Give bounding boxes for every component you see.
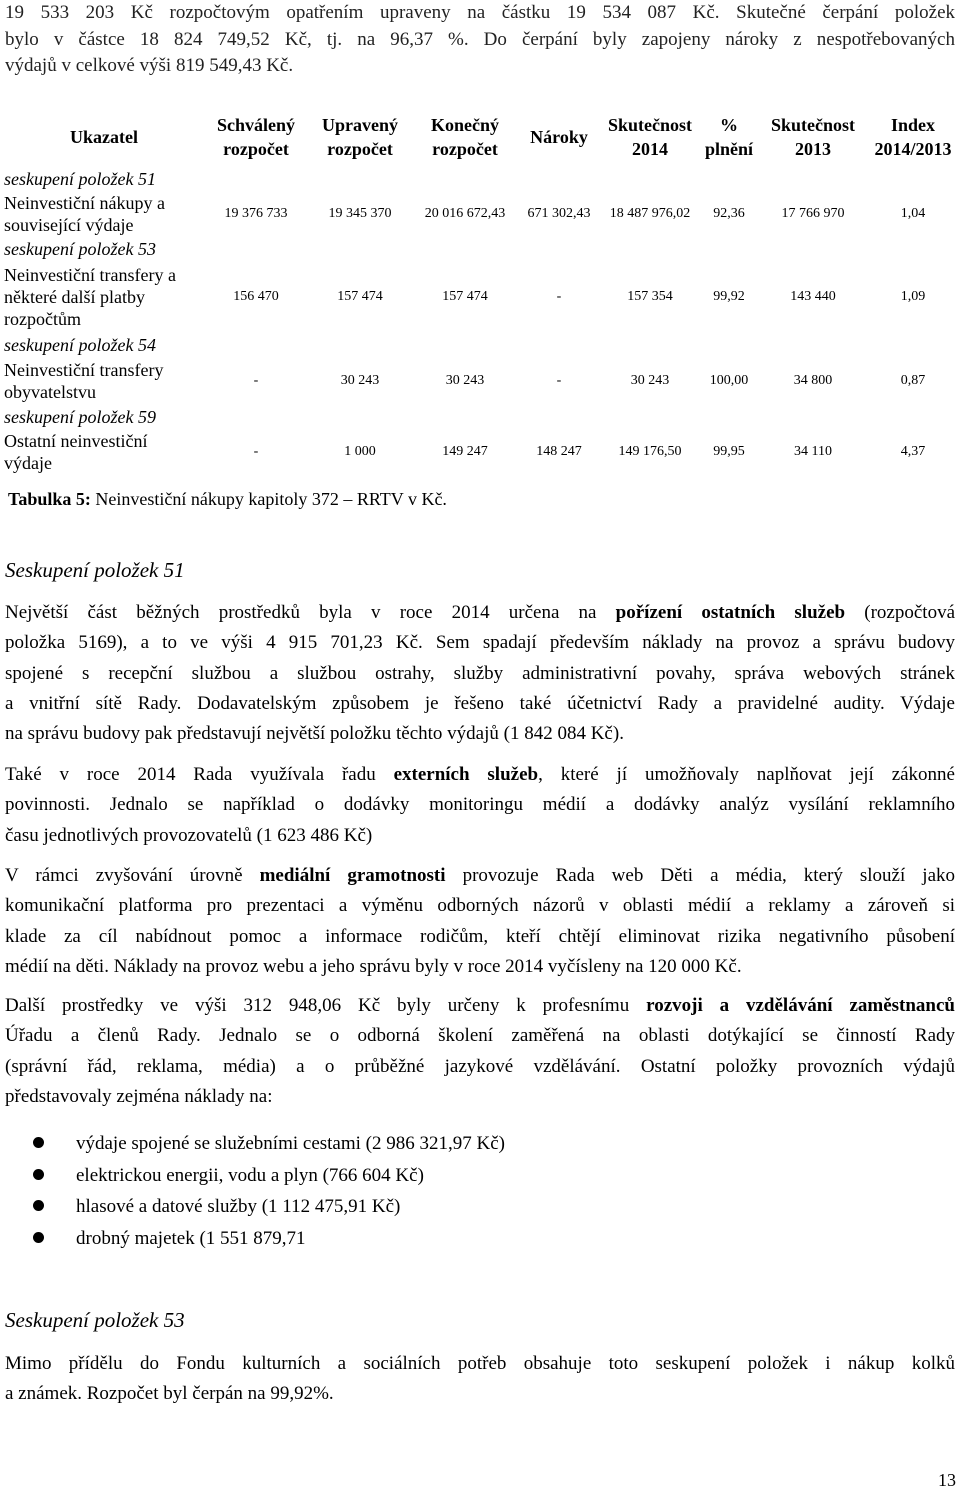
row-label: Neinvestiční transfery obyvatelstvu xyxy=(4,360,164,402)
paragraph: Mimo přídělu do Fondu kulturních a sociálních potřeb obsahuje toto seskupení položek i nákup kolků a známek. Rozpočet byl čerpán na 99,92%. xyxy=(5,1353,955,1405)
header-upraveny: Upravený rozpočet xyxy=(322,115,398,159)
cell-skutecnost-2013: 34 800 xyxy=(793,373,833,388)
cell-skutecnost-2013: 143 440 xyxy=(790,289,836,304)
paragraph: Největší část běžných prostředků byla v roce 2014 určena na pořízení ostatních služeb (rozpočtová položka 5169), a to ve výši 4 915 701,23 Kč. Sem spadají především náklady na provoz a správu budovy spojené s recepční službou a službou ostrahy, služby administrativní povahy, správa webových stránek a vnitřní sítě Rady. Dodavatelským způsobem je řešeno také účetnictví Rady a pravidelné audity. Výdaje na správu budovy pak představují největší položku těchto výdajů (1 842 084 Kč). xyxy=(5,602,956,745)
header-plneni: % plnění xyxy=(704,115,754,159)
list-item: hlasové a datové služby (1 112 475,91 Kč) xyxy=(0,1191,505,1223)
cell-upraveny: 30 243 xyxy=(340,373,380,388)
table-caption xyxy=(8,487,447,511)
bullet-icon xyxy=(33,1200,44,1211)
section-51-title: Seskupení položek 51 xyxy=(5,558,185,582)
bold-phrase: rozvoji a vzdělávání zaměstnanců xyxy=(646,995,955,1016)
header-konecny: Konečný rozpočet xyxy=(430,115,499,159)
expense-list xyxy=(0,1128,505,1254)
cell-schvaleny: 156 470 xyxy=(233,289,279,304)
paragraph: Také v roce 2014 Rada využívala řadu externích služeb, které jí umožňovaly naplňovat její zákonné povinnosti. Jednalo se například o dodávky monitoringu médií a dodávky analýz vysílání reklamního času jednotlivých provozovatelů (1 623 486 Kč) xyxy=(5,764,955,846)
cell-plneni: 99,92 xyxy=(713,289,745,304)
cell-schvaleny: - xyxy=(253,444,259,459)
header-schvaleny: Schválený rozpočet xyxy=(216,115,295,159)
bold-phrase: pořízení ostatních služeb xyxy=(615,602,846,623)
caption-text: Neinvestiční nákupy kapitoly 372 – RRTV v Kč. xyxy=(90,489,447,509)
cell-schvaleny: - xyxy=(253,373,259,388)
cell-konecny: 20 016 672,43 xyxy=(424,206,506,221)
header-skutecnost-2014: Skutečnost 2014 xyxy=(607,115,692,159)
cell-upraveny: 19 345 370 xyxy=(328,206,392,221)
cell-schvaleny: 19 376 733 xyxy=(224,206,288,221)
budget-table xyxy=(4,108,958,474)
bullet-icon xyxy=(33,1169,44,1180)
row-label: Neinvestiční nákupy a související výdaje xyxy=(4,193,165,235)
cell-skutecnost-2013: 17 766 970 xyxy=(781,206,845,221)
table-header-row xyxy=(4,108,958,166)
bold-phrase: externích služeb xyxy=(393,764,539,785)
cell-skutecnost-2014: 30 243 xyxy=(630,373,670,388)
row-label: Ostatní neinvestiční výdaje xyxy=(4,431,148,473)
cell-konecny: 157 474 xyxy=(442,289,488,304)
table-row xyxy=(4,358,958,404)
cell-upraveny: 1 000 xyxy=(344,444,376,459)
cell-index: 1,09 xyxy=(900,289,926,304)
table-row xyxy=(4,192,958,236)
group-row: seskupení položek 59 xyxy=(4,407,156,427)
bullet-icon xyxy=(33,1137,44,1148)
list-item: výdaje spojené se služebními cestami (2 986 321,97 Kč) xyxy=(0,1128,505,1160)
table-row xyxy=(4,262,958,332)
cell-plneni: 99,95 xyxy=(713,444,745,459)
section-53-title: Seskupení položek 53 xyxy=(5,1308,185,1332)
list-item: drobný majetek (1 551 879,71 xyxy=(0,1223,505,1255)
paragraph: Další prostředky ve výši 312 948,06 Kč byly určeny k profesnímu rozvoji a vzdělávání zaměstnanců Úřadu a členů Rady. Jednalo se o odborná školení zaměřená na oblasti dotýkající se činností Rady (správní řád, reklama, média) a o průběžné jazykové vzdělávání. Ostatní položky provozních výdajů představovaly zejména náklady na: xyxy=(5,995,955,1107)
header-index: Index 2014/2013 xyxy=(874,115,952,159)
cell-index: 4,37 xyxy=(900,444,926,459)
bold-phrase: mediální gramotnosti xyxy=(259,865,446,886)
cell-naroky: 148 247 xyxy=(536,444,582,459)
caption-label: Tabulka 5: xyxy=(8,489,91,509)
header-ukazatel: Ukazatel xyxy=(70,127,138,147)
bullet-icon xyxy=(33,1232,44,1243)
paragraph: V rámci zvyšování úrovně mediální gramotnosti provozuje Rada web Děti a média, který slouží jako komunikační platforma pro prezentaci a výměnu odborných názorů v oblasti médií a reklamy a zároveň si klade za cíl nabídnout pomoc a informace rodičům, kteří chtějí eliminovat rizika negativního působení médií na děti. Náklady na provoz webu a jeho správu byly v roce 2014 vyčísleny na 120 000 Kč. xyxy=(5,865,956,977)
cell-naroky: 671 302,43 xyxy=(527,206,591,221)
cell-skutecnost-2014: 149 176,50 xyxy=(618,444,682,459)
group-row: seskupení položek 54 xyxy=(4,335,156,355)
cell-skutecnost-2014: 18 487 976,02 xyxy=(609,206,691,221)
cell-plneni: 100,00 xyxy=(709,373,749,388)
intro-paragraph xyxy=(5,0,955,80)
intro-line: výdajů v celkové výši 819 549,43 Kč. xyxy=(5,55,294,76)
cell-index: 0,87 xyxy=(900,373,926,388)
cell-plneni: 92,36 xyxy=(713,206,745,221)
cell-konecny: 149 247 xyxy=(442,444,488,459)
cell-naroky: - xyxy=(556,373,562,388)
group-row: seskupení položek 53 xyxy=(4,239,156,259)
header-skutecnost-2013: Skutečnost 2013 xyxy=(770,115,855,159)
group-row: seskupení položek 51 xyxy=(4,169,156,189)
page-number: 13 xyxy=(938,1470,956,1490)
cell-naroky: - xyxy=(556,289,562,304)
intro-line: bylo v částce 18 824 749,52 Kč, tj. na 96,37 %. Do čerpání byly zapojeny nároky z nespotřebovaných xyxy=(5,28,955,50)
intro-line: 19 533 203 Kč rozpočtovým opatřením upraveny na částku 19 534 087 Kč. Skutečné čerpání položek xyxy=(5,2,955,23)
list-item: elektrickou energii, vodu a plyn (766 604 Kč) xyxy=(0,1160,505,1192)
cell-index: 1,04 xyxy=(900,206,926,221)
cell-konecny: 30 243 xyxy=(445,373,485,388)
cell-skutecnost-2014: 157 354 xyxy=(627,289,673,304)
cell-upraveny: 157 474 xyxy=(337,289,383,304)
cell-skutecnost-2013: 34 110 xyxy=(794,444,832,459)
table-row xyxy=(4,430,958,474)
header-naroky: Nároky xyxy=(530,127,588,147)
row-label: Neinvestiční transfery a některé další platby rozpočtům xyxy=(4,265,176,329)
